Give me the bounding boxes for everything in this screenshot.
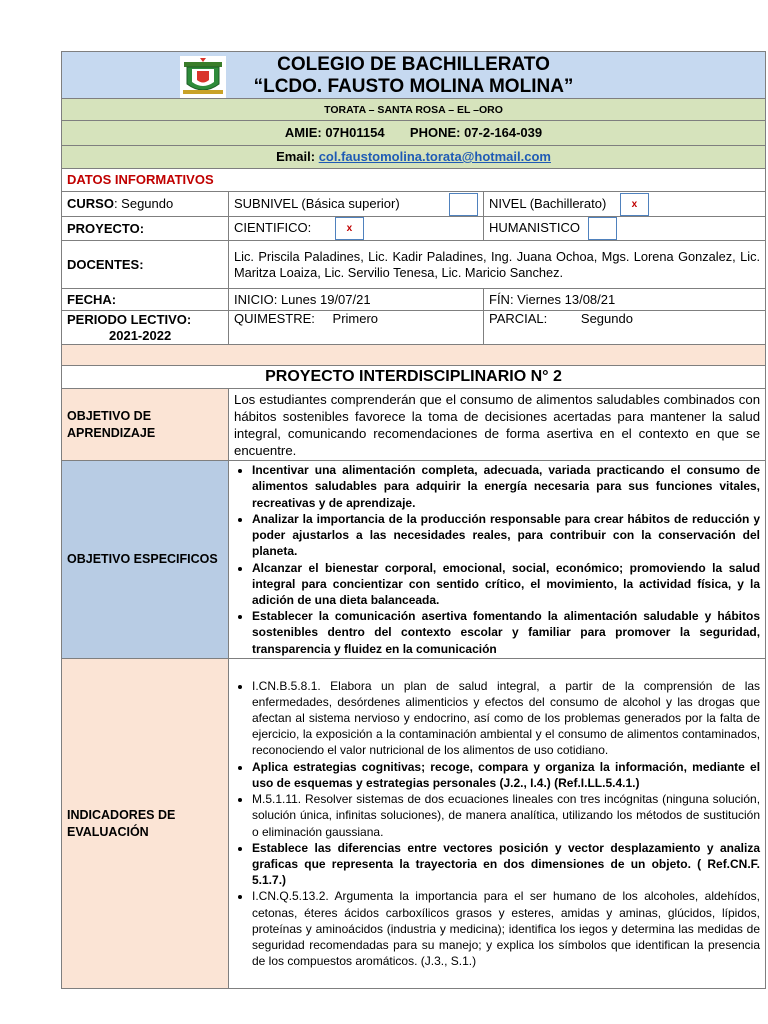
curso-value: : Segundo <box>113 196 174 211</box>
proyecto-label: PROYECTO: <box>62 217 229 241</box>
docentes-value: Lic. Priscila Paladines, Lic. Kadir Paladines, Ing. Juana Ochoa, Mgs. Lorena Gonzalez, Lic. Maritza Loaiza, Lic. Servilio Tenesa, Lic. Maricio Sanchez. <box>229 241 766 289</box>
objetivo-aprendizaje-label: OBJETIVO DE APRENDIZAJE <box>62 389 229 461</box>
email-link[interactable]: col.faustomolina.torata@hotmail.com <box>318 149 551 164</box>
quimestre-cell <box>229 311 484 345</box>
indicadores-list <box>234 678 760 970</box>
nivel-cell <box>484 192 766 217</box>
list-item: • Establece las diferencias entre vectores posición y vector desplazamiento y analiza graficas que representa la trayectoria en dos dimensiones de un objeto. ( Ref.CN.F. 5.1.7.) <box>252 840 760 889</box>
indicadores-list-cell <box>229 659 766 989</box>
amie-phone-row: AMIE: 07H01154 PHONE: 07-2-164-039 <box>62 121 766 146</box>
document-table <box>61 51 766 989</box>
list-item: • M.5.1.11. Resolver sistemas de dos ecuaciones lineales con tres incógnitas (ninguna solución, solución única, infinitas soluciones), de manera analítica, utilizando los métodos de sustitución o eliminación gaussiana. <box>252 791 760 840</box>
periodo-label: PERIODO LECTIVO: <box>67 311 192 327</box>
list-item: • Analizar la importancia de la producción responsable para crear hábitos de reducción y poder ajustarlos a las necesidades reales, para contribuir con la conservación del planeta. <box>252 511 760 560</box>
fin-value: FÍN: Viernes 13/08/21 <box>484 289 766 311</box>
list-item: • Incentivar una alimentación completa, adecuada, variada practicando el consumo de alimentos saludables para adquirir la energía necesaria para sus funciones vitales, recreativas y de aprendizaje. <box>252 462 760 511</box>
humanistico-cell <box>484 217 766 241</box>
objetivo-aprendizaje-text: Los estudiantes comprenderán que el consumo de alimentos saludables combinados con hábitos sostenibles favorece la toma de decisiones acertadas para mantener la salud integral, comunicando recomendaciones de forma asertiva en el contexto en que se encuentre. <box>229 389 766 461</box>
inicio-value: INICIO: Lunes 19/07/21 <box>229 289 484 311</box>
school-logo-icon <box>180 56 226 98</box>
quimestre-label: QUIMESTRE: <box>234 311 315 326</box>
list-item: • I.CN.B.5.8.1. Elabora un plan de salud integral, a partir de la comprensión de las enfermedades, desórdenes alimenticios y efectos del consumo de alcohol y las drogas que afectan al sistema nervioso y endocrino, así como de los problemas generados por la falta de ejercicio, la exposición a la contaminación ambiental y el consumo de alimentos contaminados, reconociendo el valor nutricional de los alimentos de uso cotidiano. <box>252 678 760 759</box>
objetivo-especificos-list-cell <box>229 461 766 659</box>
quimestre-value: Primero <box>332 311 379 326</box>
curso-label: CURSO <box>67 196 114 211</box>
subnivel-checkbox[interactable] <box>449 193 478 216</box>
humanistico-checkbox[interactable] <box>588 217 617 240</box>
parcial-value: Segundo <box>580 311 633 326</box>
subnivel-label: SUBNIVEL (Básica superior) <box>234 196 400 211</box>
fecha-label: FECHA: <box>62 289 229 311</box>
cientifico-checkbox[interactable]: x <box>335 217 364 240</box>
curso-cell <box>62 192 229 217</box>
list-item: • I.CN.Q.5.13.2. Argumenta la importancia para el ser humano de los alcoholes, aldehídos, cetonas, éteres ácidos carboxílicos grasos y esteres, amidas y aminas, glúcidos, lípidos, proteínas y aminoácidos (industria y medicina); identifica los iegos y determina las medidas de seguridad recomendadas para su manejo; y explica los símbolos que identifican la presencia de los compuestos aromáticos. (J.3., S.1.) <box>252 888 760 969</box>
cientifico-label: CIENTIFICO: <box>234 219 312 235</box>
objetivo-especificos-label: OBJETIVO ESPECIFICOS <box>62 461 229 659</box>
email-label: Email: <box>276 149 316 164</box>
humanistico-label: HUMANISTICO <box>489 219 580 235</box>
subnivel-cell <box>229 192 484 217</box>
periodo-value: 2021-2022 <box>109 327 172 343</box>
list-item: • Aplica estrategias cognitivas; recoge, compara y organiza la información, mediante el uso de esquemas y estrategias personales (J.2., I.4.) (Ref.I.LL.5.4.1.) <box>252 759 760 791</box>
proyecto-title: PROYECTO INTERDISCIPLINARIO N° 2 <box>62 366 766 389</box>
indicadores-label: INDICADORES DE EVALUACIÓN <box>62 659 229 989</box>
list-item: • Establecer la comunicación asertiva fomentando la alimentación saludable y hábitos sostenibles dentro del contexto escolar y familiar para promover la seguridad, transparencia y fluidez en la comunicación <box>252 608 760 657</box>
cientifico-cell <box>229 217 484 241</box>
parcial-cell <box>484 311 766 345</box>
school-name-line2: “LCDO. FAUSTO MOLINA MOLINA” <box>253 76 574 97</box>
school-name-line1: COLEGIO DE BACHILLERATO <box>277 54 550 75</box>
school-header <box>62 52 766 99</box>
nivel-label: NIVEL (Bachillerato) <box>489 195 607 211</box>
list-item: • Alcanzar el bienestar corporal, emocional, social, económico; promoviendo la salud integral para concientizar con sentido crítico, el movimiento, la actividad física, y la adición de una dieta balanceada. <box>252 560 760 609</box>
nivel-checkbox[interactable]: x <box>620 193 649 216</box>
spacer-row <box>62 345 766 366</box>
email-row <box>62 146 766 169</box>
docentes-label: DOCENTES: <box>62 241 229 289</box>
objetivo-especificos-list <box>234 462 760 656</box>
location-row: TORATA – SANTA ROSA – EL –ORO <box>62 99 766 121</box>
datos-title: DATOS INFORMATIVOS <box>62 169 766 192</box>
parcial-label: PARCIAL: <box>489 311 548 326</box>
periodo-cell <box>62 311 229 345</box>
